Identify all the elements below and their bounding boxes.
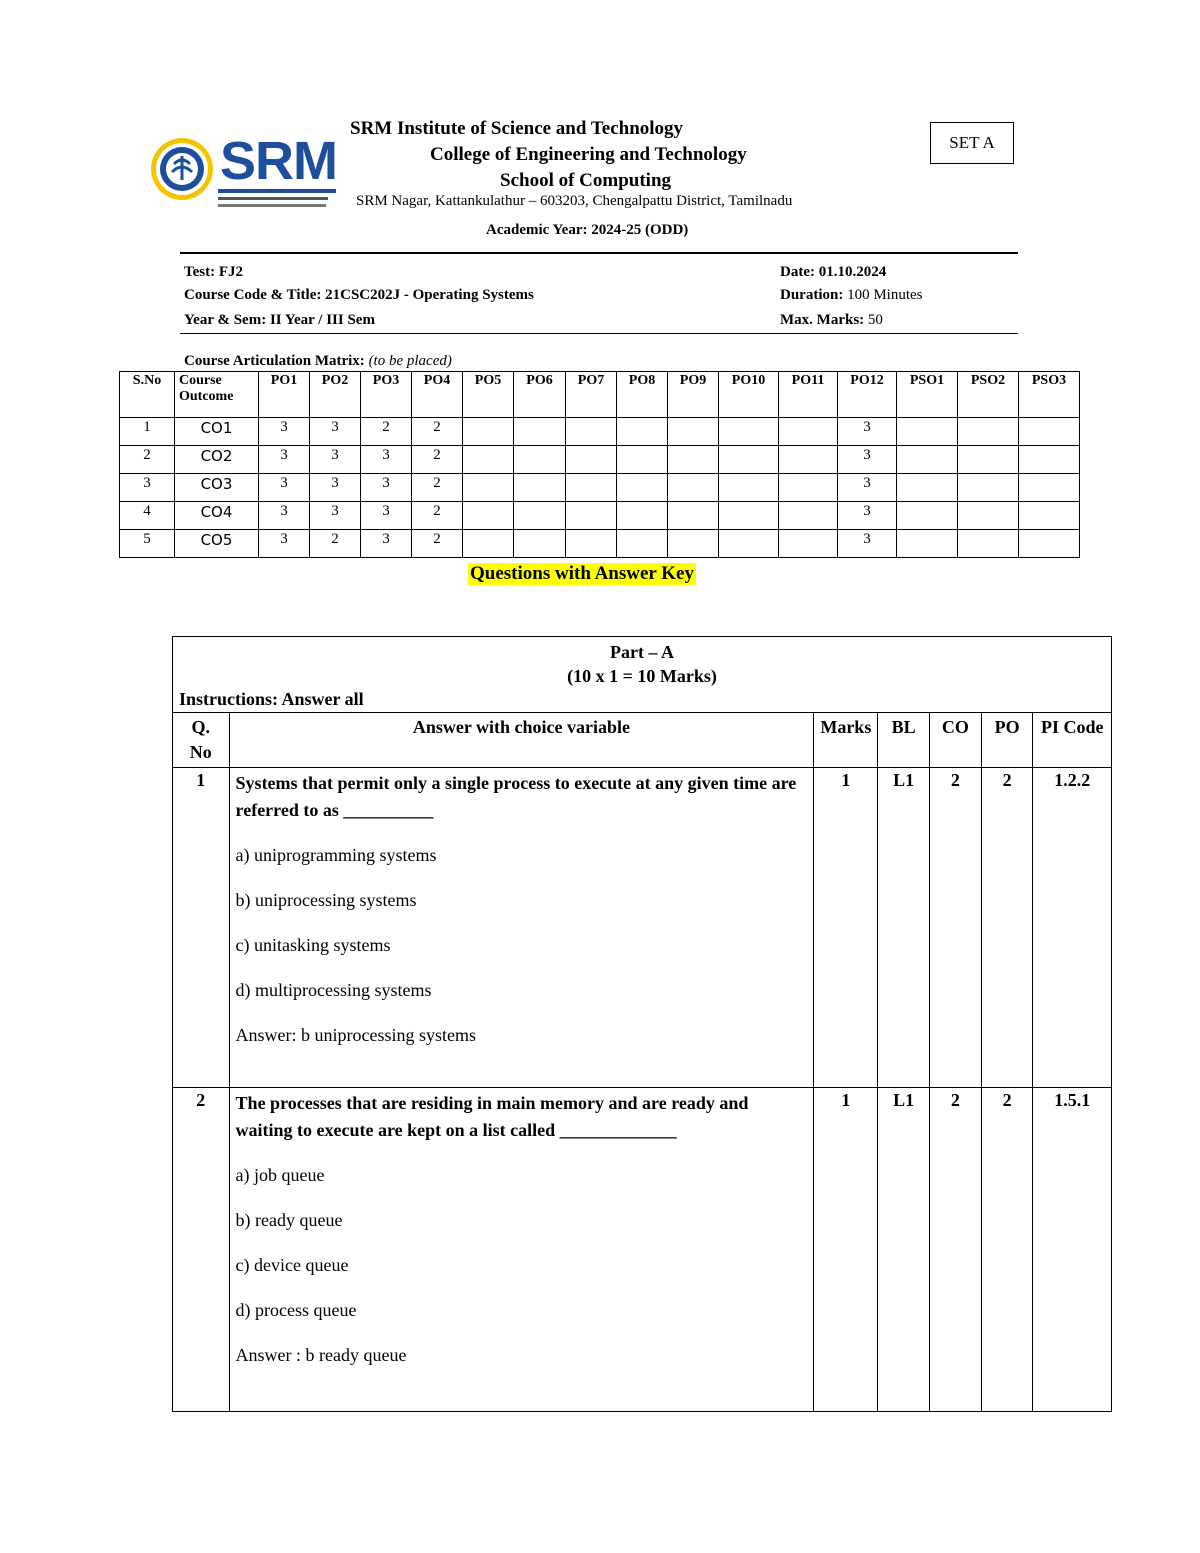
matrix-cell: 5 bbox=[120, 530, 175, 558]
test-label: Test: bbox=[184, 264, 219, 280]
question-text: The processes that are residing in main memory and are ready and waiting to execute are kept on a list called _____________ bbox=[235, 1093, 749, 1140]
answer-key: Answer : b ready queue bbox=[235, 1345, 407, 1365]
matrix-cell bbox=[719, 418, 779, 446]
part-a-marks: (10 x 1 = 10 Marks) bbox=[567, 666, 717, 686]
matrix-row bbox=[120, 446, 1080, 474]
max-marks-value: 50 bbox=[867, 312, 883, 328]
matrix-title-note: (to be placed) bbox=[368, 353, 452, 369]
col-answer-header: Answer with choice variable bbox=[229, 713, 814, 768]
matrix-header-cell: Course Outcome bbox=[175, 372, 259, 418]
matrix-cell bbox=[958, 502, 1019, 530]
matrix-cell bbox=[1019, 418, 1080, 446]
matrix-cell bbox=[897, 418, 958, 446]
matrix-cell: 2 bbox=[310, 530, 361, 558]
test-value: FJ2 bbox=[218, 264, 244, 280]
answer-option: d) process queue bbox=[235, 1300, 357, 1320]
matrix-header-cell: PSO2 bbox=[958, 372, 1019, 418]
col-qno-header: Q. No bbox=[173, 713, 230, 768]
matrix-header-cell: PO6 bbox=[514, 372, 566, 418]
col-pi-header: PI Code bbox=[1033, 713, 1112, 768]
col-bl-header: BL bbox=[878, 713, 930, 768]
matrix-header-cell: S.No bbox=[120, 372, 175, 418]
date-info bbox=[780, 264, 886, 281]
matrix-header-cell: PO2 bbox=[310, 372, 361, 418]
matrix-header-row bbox=[120, 372, 1080, 418]
matrix-header-cell: PO7 bbox=[566, 372, 617, 418]
matrix-cell: 2 bbox=[412, 502, 463, 530]
matrix-cell bbox=[779, 474, 838, 502]
set-label: SET A bbox=[949, 133, 995, 152]
matrix-cell: 1 bbox=[120, 418, 175, 446]
question-number: 1 bbox=[173, 768, 230, 1088]
matrix-header-cell: PO4 bbox=[412, 372, 463, 418]
matrix-header-cell: PO5 bbox=[463, 372, 514, 418]
matrix-cell: 3 bbox=[259, 446, 310, 474]
question-co: 2 bbox=[930, 768, 982, 1088]
matrix-cell bbox=[668, 502, 719, 530]
col-po-header: PO bbox=[981, 713, 1033, 768]
matrix-cell bbox=[1019, 446, 1080, 474]
matrix-cell bbox=[779, 502, 838, 530]
matrix-cell: 3 bbox=[310, 446, 361, 474]
logo-wordmark: SRM bbox=[220, 136, 337, 191]
answer-option: a) job queue bbox=[235, 1165, 325, 1185]
matrix-cell bbox=[514, 446, 566, 474]
matrix-header-cell: PO1 bbox=[259, 372, 310, 418]
matrix-cell: CO3 bbox=[175, 474, 259, 502]
matrix-cell bbox=[1019, 502, 1080, 530]
question-bl: L1 bbox=[878, 1088, 930, 1412]
matrix-cell bbox=[514, 418, 566, 446]
matrix-cell bbox=[897, 446, 958, 474]
matrix-cell: 3 bbox=[259, 474, 310, 502]
matrix-header-cell: PO10 bbox=[719, 372, 779, 418]
part-a-table bbox=[172, 636, 1112, 1412]
articulation-matrix bbox=[119, 371, 1080, 558]
matrix-cell bbox=[779, 446, 838, 474]
matrix-header-cell: PO3 bbox=[361, 372, 412, 418]
question-po: 2 bbox=[981, 1088, 1033, 1412]
college-name: College of Engineering and Technology bbox=[430, 144, 747, 165]
col-marks-header: Marks bbox=[814, 713, 878, 768]
matrix-cell: 2 bbox=[412, 530, 463, 558]
matrix-cell: 3 bbox=[838, 418, 897, 446]
matrix-cell bbox=[779, 418, 838, 446]
matrix-cell bbox=[1019, 530, 1080, 558]
matrix-cell bbox=[719, 530, 779, 558]
matrix-cell bbox=[566, 474, 617, 502]
question-text: Systems that permit only a single process to execute at any given time are referred to as __________ bbox=[235, 773, 797, 820]
matrix-cell bbox=[566, 446, 617, 474]
course-info bbox=[184, 287, 534, 304]
school-name: School of Computing bbox=[500, 170, 672, 191]
academic-year: Academic Year: 2024-25 (ODD) bbox=[486, 222, 689, 238]
year-value: II Year / III Sem bbox=[269, 312, 375, 328]
matrix-row bbox=[120, 418, 1080, 446]
matrix-cell bbox=[897, 502, 958, 530]
question-body bbox=[229, 1088, 814, 1412]
matrix-cell bbox=[566, 502, 617, 530]
address: SRM Nagar, Kattankulathur – 603203, Chengalpattu District, Tamilnadu bbox=[356, 193, 793, 209]
matrix-cell bbox=[719, 502, 779, 530]
matrix-cell: 3 bbox=[310, 474, 361, 502]
matrix-cell bbox=[719, 446, 779, 474]
matrix-header-cell: PO12 bbox=[838, 372, 897, 418]
matrix-cell: 3 bbox=[259, 502, 310, 530]
year-info bbox=[184, 312, 375, 329]
matrix-cell: 3 bbox=[838, 474, 897, 502]
course-value: 21CSC202J - Operating Systems bbox=[325, 287, 534, 303]
matrix-cell: 4 bbox=[120, 502, 175, 530]
matrix-cell bbox=[514, 474, 566, 502]
question-row bbox=[173, 768, 1112, 1088]
set-label-box bbox=[930, 122, 1014, 164]
answer-option: c) device queue bbox=[235, 1255, 349, 1275]
part-a-header-row bbox=[173, 637, 1112, 713]
answer-option: d) multiprocessing systems bbox=[235, 980, 432, 1000]
matrix-cell bbox=[463, 474, 514, 502]
matrix-cell bbox=[897, 474, 958, 502]
answer-key: Answer: b uniprocessing systems bbox=[235, 1025, 477, 1045]
matrix-cell bbox=[668, 446, 719, 474]
matrix-cell: 3 bbox=[838, 530, 897, 558]
matrix-cell: 3 bbox=[310, 418, 361, 446]
matrix-cell bbox=[1019, 474, 1080, 502]
matrix-cell bbox=[668, 530, 719, 558]
matrix-cell bbox=[897, 530, 958, 558]
matrix-cell bbox=[617, 474, 668, 502]
max-marks-label: Max. Marks: bbox=[780, 312, 868, 328]
matrix-cell: 3 bbox=[838, 502, 897, 530]
date-value: 01.10.2024 bbox=[818, 264, 887, 280]
answer-option: b) ready queue bbox=[235, 1210, 343, 1230]
duration-value: 100 Minutes bbox=[847, 287, 923, 303]
matrix-cell bbox=[668, 418, 719, 446]
matrix-cell bbox=[617, 530, 668, 558]
matrix-row bbox=[120, 502, 1080, 530]
matrix-title-label: Course Articulation Matrix: bbox=[184, 353, 369, 369]
question-marks: 1 bbox=[814, 768, 878, 1088]
info-divider bbox=[180, 333, 1018, 334]
answer-option: c) unitasking systems bbox=[235, 935, 391, 955]
matrix-cell bbox=[958, 474, 1019, 502]
institute-name: SRM Institute of Science and Technology bbox=[350, 118, 684, 139]
question-marks: 1 bbox=[814, 1088, 878, 1412]
question-row bbox=[173, 1088, 1112, 1412]
matrix-header-cell: PO8 bbox=[617, 372, 668, 418]
matrix-header-cell: PSO1 bbox=[897, 372, 958, 418]
question-body bbox=[229, 768, 814, 1088]
answer-option: b) uniprocessing systems bbox=[235, 890, 417, 910]
matrix-cell bbox=[566, 418, 617, 446]
matrix-cell bbox=[719, 474, 779, 502]
matrix-cell bbox=[514, 530, 566, 558]
srm-logo bbox=[148, 136, 338, 214]
matrix-row bbox=[120, 530, 1080, 558]
matrix-cell: 3 bbox=[361, 474, 412, 502]
matrix-cell bbox=[617, 418, 668, 446]
matrix-cell bbox=[779, 530, 838, 558]
matrix-cell: CO4 bbox=[175, 502, 259, 530]
matrix-cell bbox=[617, 446, 668, 474]
matrix-header-cell: PSO3 bbox=[1019, 372, 1080, 418]
matrix-cell: 3 bbox=[259, 418, 310, 446]
question-co: 2 bbox=[930, 1088, 982, 1412]
column-header-row bbox=[173, 713, 1112, 768]
matrix-cell: 3 bbox=[838, 446, 897, 474]
matrix-title bbox=[184, 353, 452, 370]
matrix-cell: 3 bbox=[361, 530, 412, 558]
year-label: Year & Sem: bbox=[184, 312, 270, 328]
matrix-cell: 3 bbox=[361, 446, 412, 474]
question-number: 2 bbox=[173, 1088, 230, 1412]
matrix-cell: CO2 bbox=[175, 446, 259, 474]
question-pi-code: 1.5.1 bbox=[1033, 1088, 1112, 1412]
matrix-cell: 3 bbox=[259, 530, 310, 558]
matrix-cell bbox=[514, 502, 566, 530]
matrix-cell bbox=[668, 474, 719, 502]
matrix-cell: CO1 bbox=[175, 418, 259, 446]
col-co-header: CO bbox=[930, 713, 982, 768]
duration-label: Duration: bbox=[780, 287, 848, 303]
matrix-cell bbox=[566, 530, 617, 558]
matrix-header-cell: PO9 bbox=[668, 372, 719, 418]
duration-info bbox=[780, 287, 923, 304]
matrix-cell bbox=[463, 502, 514, 530]
header-divider bbox=[180, 252, 1018, 254]
matrix-header-cell: PO11 bbox=[779, 372, 838, 418]
matrix-cell: 3 bbox=[361, 502, 412, 530]
matrix-cell: 2 bbox=[412, 418, 463, 446]
matrix-cell: 2 bbox=[361, 418, 412, 446]
test-info bbox=[184, 264, 243, 281]
course-label: Course Code & Title: bbox=[184, 287, 326, 303]
matrix-cell: 2 bbox=[412, 474, 463, 502]
date-label: Date: bbox=[780, 264, 819, 280]
question-po: 2 bbox=[981, 768, 1033, 1088]
matrix-cell bbox=[463, 446, 514, 474]
matrix-row bbox=[120, 474, 1080, 502]
matrix-cell bbox=[958, 530, 1019, 558]
matrix-cell: 2 bbox=[120, 446, 175, 474]
part-a-instructions: Instructions: Answer all bbox=[179, 689, 364, 709]
part-a-title: Part – A bbox=[610, 642, 674, 662]
matrix-cell bbox=[958, 418, 1019, 446]
matrix-cell: CO5 bbox=[175, 530, 259, 558]
matrix-cell bbox=[463, 530, 514, 558]
matrix-cell bbox=[958, 446, 1019, 474]
matrix-cell: 3 bbox=[120, 474, 175, 502]
matrix-cell bbox=[463, 418, 514, 446]
question-bl: L1 bbox=[878, 768, 930, 1088]
matrix-cell: 3 bbox=[310, 502, 361, 530]
question-pi-code: 1.2.2 bbox=[1033, 768, 1112, 1088]
matrix-cell bbox=[617, 502, 668, 530]
matrix-cell: 2 bbox=[412, 446, 463, 474]
max-marks-info bbox=[780, 312, 883, 329]
answer-option: a) uniprogramming systems bbox=[235, 845, 437, 865]
answer-key-title: Questions with Answer Key bbox=[470, 563, 694, 584]
